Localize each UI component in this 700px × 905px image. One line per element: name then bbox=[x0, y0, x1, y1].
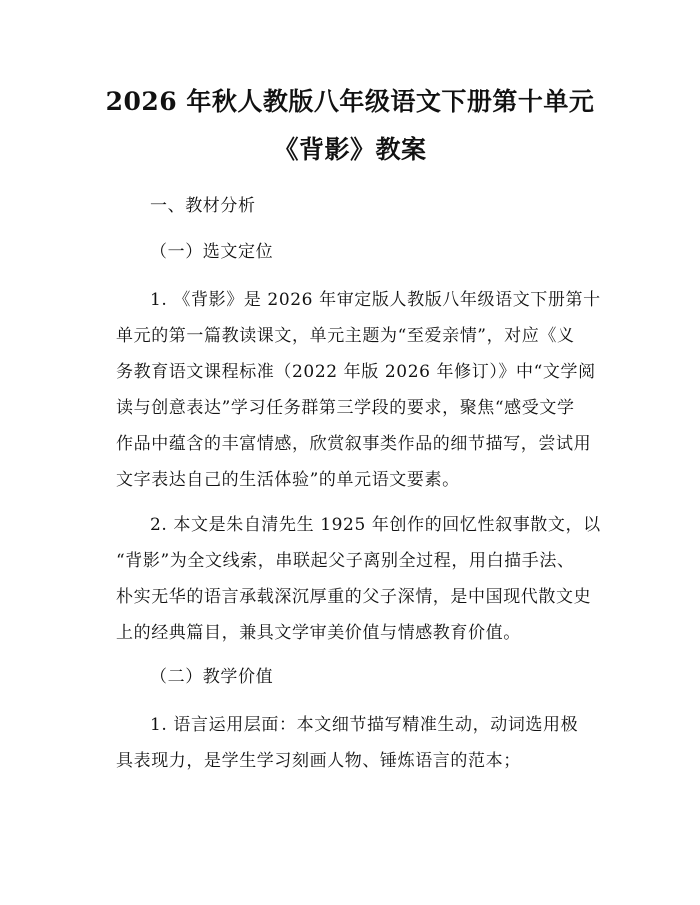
paragraph-1-line: 作品中蕴含的丰富情感，欣赏叙事类作品的细节描写，尝试用 bbox=[116, 434, 592, 454]
paragraph-3-line: 1. 语言运用层面：本文细节描写精准生动，动词选用极 bbox=[150, 715, 579, 735]
paragraph-2-line: 上的经典篇目，兼具文学审美价值与情感教育价值。 bbox=[116, 623, 521, 643]
paragraph-1-line: 读与创意表达”学习任务群第三学段的要求，聚焦“感受文学 bbox=[116, 398, 575, 418]
section-heading-teaching-material-analysis: 一、教材分析 bbox=[150, 196, 256, 216]
paragraph-2 bbox=[116, 507, 601, 651]
paragraph-1-line: 务教育语文课程标准（2022 年版 2026 年修订）》中“文学阅 bbox=[116, 362, 596, 382]
subsection-heading-teaching-value: （二）教学价值 bbox=[150, 667, 274, 687]
subsection-heading-text-positioning: （一）选文定位 bbox=[150, 242, 274, 262]
paragraph-1-line: 单元的第一篇教读课文，单元主题为“至爱亲情”，对应《义 bbox=[116, 326, 575, 346]
paragraph-1-line: 文字表达自己的生活体验”的单元语文要素。 bbox=[116, 470, 460, 490]
document-title-line1: 2026 年秋人教版八年级语文下册第十单元 bbox=[105, 87, 595, 116]
paragraph-2-line: 2. 本文是朱自清先生 1925 年创作的回忆性叙事散文，以 bbox=[150, 515, 601, 535]
paragraph-3-line: 具表现力，是学生学习刻画人物、锤炼语言的范本； bbox=[116, 751, 521, 771]
paragraph-1-line: 1. 《背影》是 2026 年审定版人教版八年级语文下册第十 bbox=[150, 290, 601, 310]
document-title-line2: 《背影》教案 bbox=[273, 135, 427, 164]
paragraph-3 bbox=[116, 707, 588, 779]
paragraph-2-line: “背影”为全文线索，串联起父子离别全过程，用白描手法、 bbox=[116, 551, 575, 571]
paragraph-2-line: 朴实无华的语言承载深沉厚重的父子深情，是中国现代散文史 bbox=[116, 587, 592, 607]
paragraph-1 bbox=[116, 282, 601, 498]
